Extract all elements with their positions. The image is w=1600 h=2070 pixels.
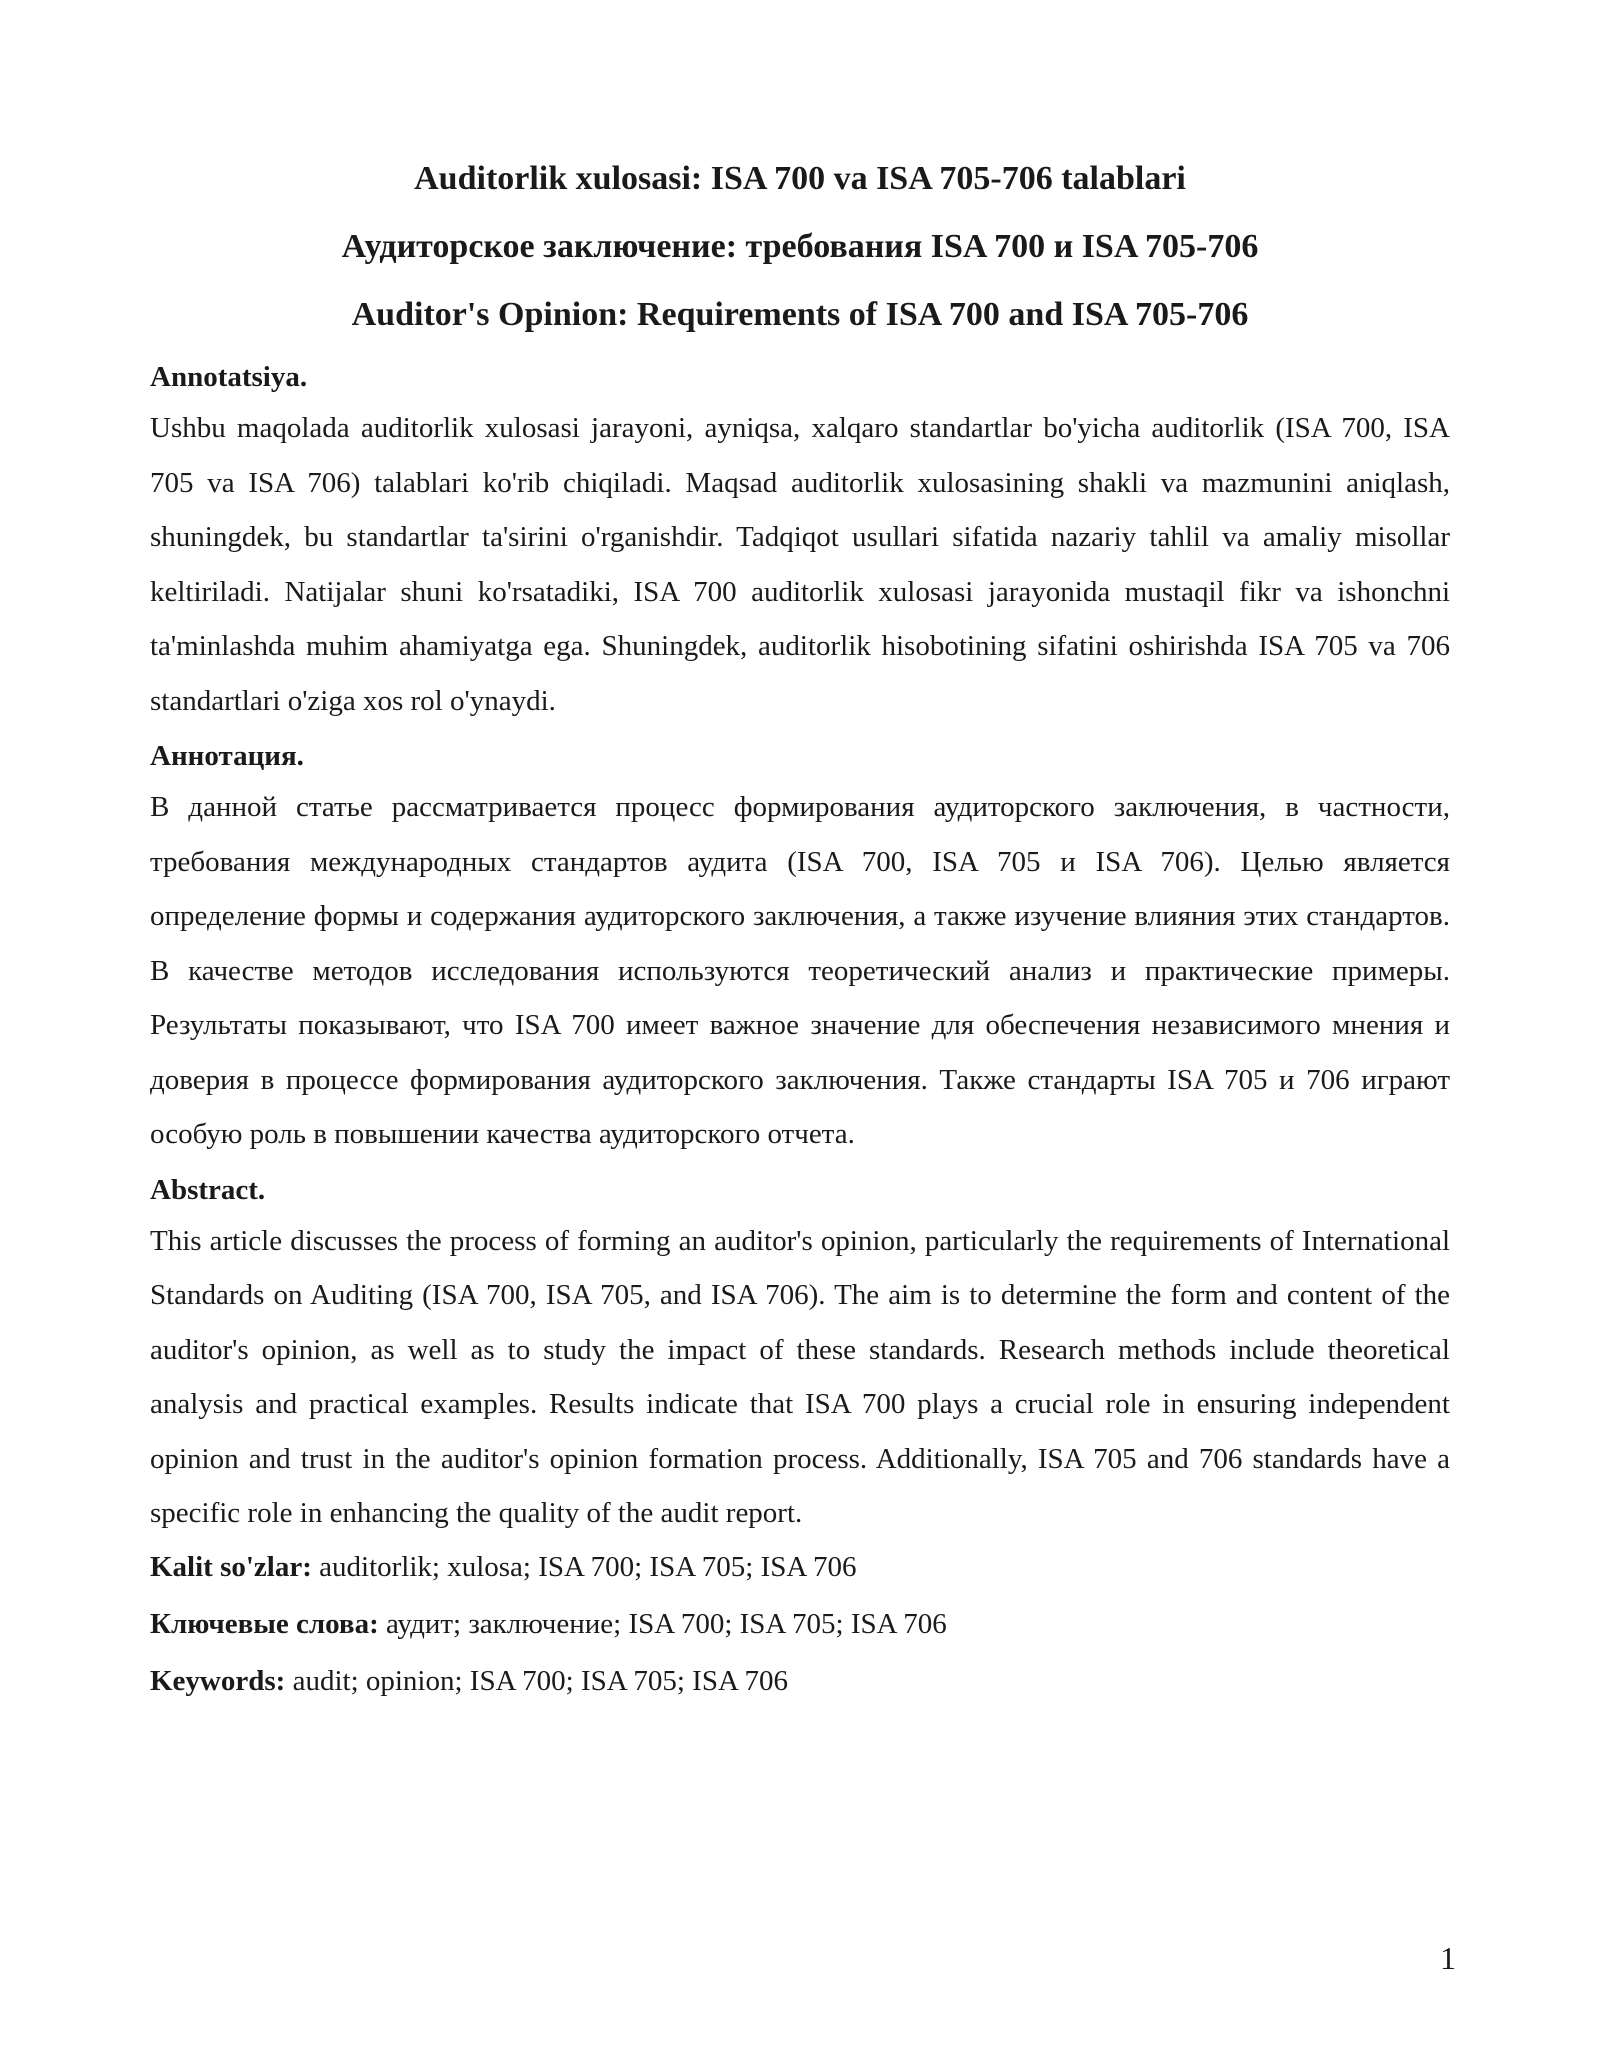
abstract-text-english: This article discusses the process of forming an auditor's opinion, particularly the requirements of International Standards on Auditing (ISA 700, ISA 705, and ISA 706). The aim is to determine the form and content of the auditor's opinion, as well as to study the impact of these standards. Research methods include theoretical analysis and practical examples. Results indicate that ISA 700 plays a crucial role in ensuring independent opinion and trust in the auditor's opinion formation process. Additionally, ISA 705 and 706 standards have a specific role in enhancing the quality of the audit report. xyxy=(150,1224,1450,1529)
keywords-value-english: audit; opinion; ISA 700; ISA 705; ISA 706 xyxy=(285,1664,789,1697)
keywords-label-english: Keywords: xyxy=(150,1664,286,1697)
keywords-label-russian: Ключевые слова: xyxy=(150,1607,379,1640)
keywords-english xyxy=(150,1661,1450,1701)
keywords-value-russian: аудит; заключение; ISA 700; ISA 705; ISA 706 xyxy=(378,1607,947,1640)
title-russian: Аудиторское заключение: требования ISA 700 и ISA 705-706 xyxy=(341,228,1259,265)
abstract-text-russian: В данной статье рассматривается процесс формирования аудиторского заключения, в частности, требования международных стандартов аудита (ISA 700, ISA 705 и ISA 706). Целью является определение формы и содержания аудиторского заключения, а также изучение влияния этих стандартов. В качестве методов исследования используются теоретический анализ и практические примеры. Результаты показывают, что ISA 700 имеет важное значение для обеспечения независимого мнения и доверия в процессе формирования аудиторского заключения. Также стандарты ISA 705 и 706 играют особую роль в повышении качества аудиторского отчета. xyxy=(150,791,1450,1150)
title-uzbek: Auditorlik xulosasi: ISA 700 va ISA 705-706 talablari xyxy=(414,160,1186,197)
abstract-heading-russian: Аннотация. xyxy=(150,740,304,772)
keywords-label-uzbek: Kalit so'zlar: xyxy=(150,1550,312,1583)
page-number: 1 xyxy=(1440,1940,1456,1976)
keywords-russian xyxy=(150,1604,1450,1644)
keywords-value-uzbek: auditorlik; xulosa; ISA 700; ISA 705; ISA 706 xyxy=(311,1550,857,1583)
abstract-heading-uzbek: Annotatsiya. xyxy=(150,361,308,393)
abstract-heading-english: Abstract. xyxy=(150,1173,266,1206)
title-english: Auditor's Opinion: Requirements of ISA 700 and ISA 705-706 xyxy=(351,296,1249,333)
abstract-text-uzbek: Ushbu maqolada auditorlik xulosasi jarayoni, ayniqsa, xalqaro standartlar bo'yicha auditorlik (ISA 700, ISA 705 va ISA 706) talablari ko'rib chiqiladi. Maqsad auditorlik xulosasining shakli va mazmunini aniqlash, shuningdek, bu standartlar ta'sirini o'rganishdir. Tadqiqot usullari sifatida nazariy tahlil va amaliy misollar keltiriladi. Natijalar shuni ko'rsatadiki, ISA 700 auditorlik xulosasi jarayonida mustaqil fikr va ishonchni ta'minlashda muhim ahamiyatga ega. Shuningdek, auditorlik hisobotining sifatini oshirishda ISA 705 va 706 standartlari o'ziga xos rol o'ynaydi. xyxy=(150,412,1450,717)
document-page xyxy=(150,145,1450,1718)
keywords-uzbek xyxy=(150,1547,1450,1587)
